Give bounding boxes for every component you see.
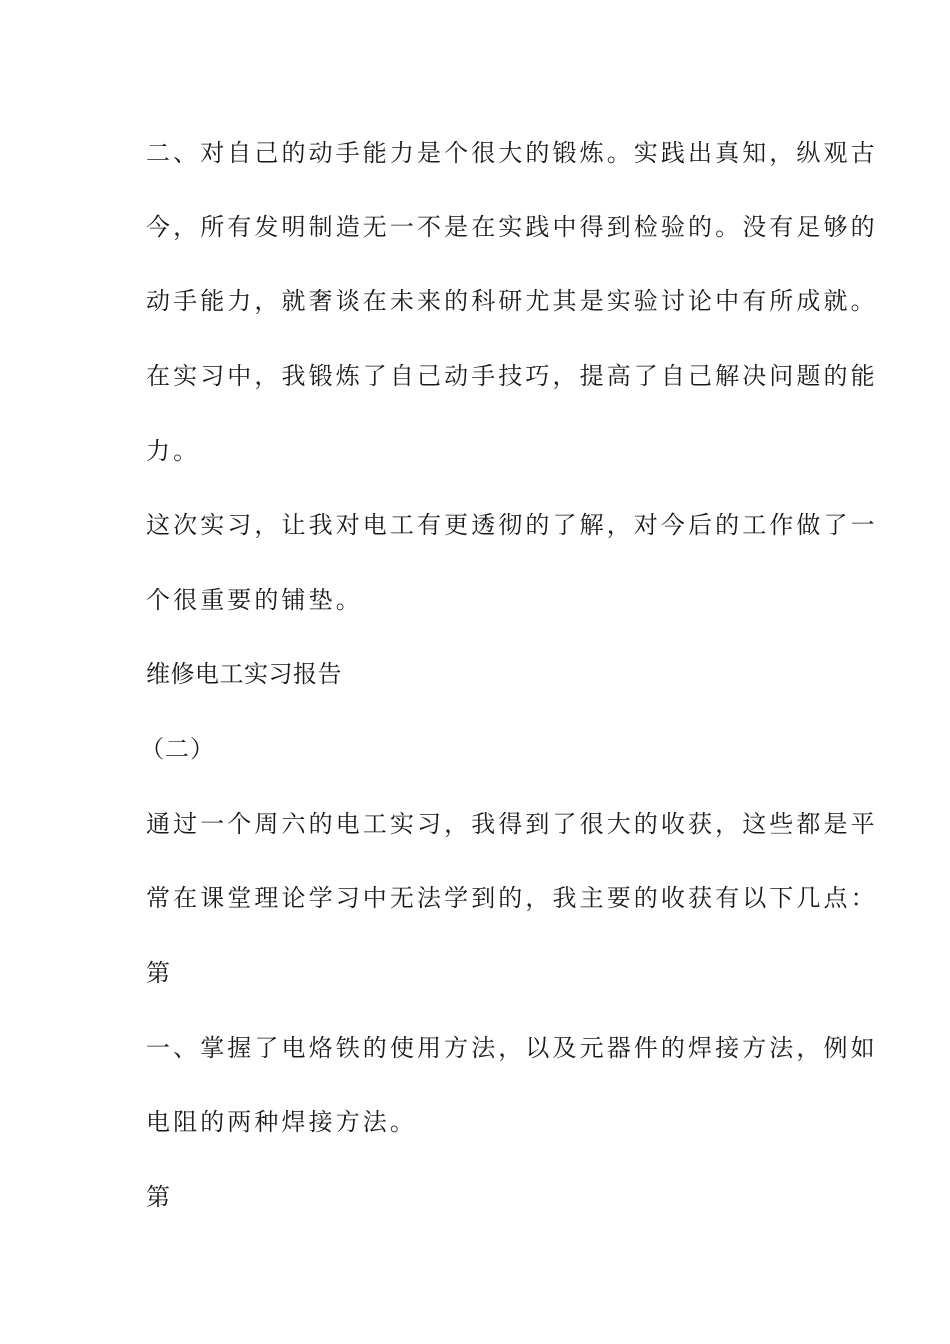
section-subheading: （二）: [140, 735, 215, 763]
section-heading: 维修电工实习报告: [146, 660, 342, 688]
paragraph-line: 常在课堂理论学习中无法学到的，我主要的收获有以下几点：: [146, 884, 878, 912]
paragraph-line: 第: [146, 959, 174, 987]
paragraph-line: 力。: [146, 437, 201, 465]
paragraph-line: 动手能力，就奢谈在未来的科研尤其是实验讨论中有所成就。: [146, 287, 878, 315]
paragraph-line: 这次实习，让我对电工有更透彻的了解，对今后的工作做了一: [146, 511, 878, 539]
paragraph-line: 第: [146, 1183, 174, 1211]
paragraph-line: 在实习中，我锻炼了自己动手技巧，提高了自己解决问题的能: [146, 362, 878, 390]
paragraph-line: 今，所有发明制造无一不是在实践中得到检验的。没有足够的: [146, 213, 878, 241]
paragraph-line: 二、对自己的动手能力是个很大的锻炼。实践出真知，纵观古: [146, 139, 878, 167]
paragraph-line: 通过一个周六的电工实习，我得到了很大的收获，这些都是平: [146, 810, 878, 838]
paragraph-line: 个很重要的铺垫。: [146, 586, 363, 614]
paragraph-line: 一、掌握了电烙铁的使用方法，以及元器件的焊接方法，例如: [146, 1034, 878, 1062]
paragraph-line: 电阻的两种焊接方法。: [146, 1108, 417, 1136]
